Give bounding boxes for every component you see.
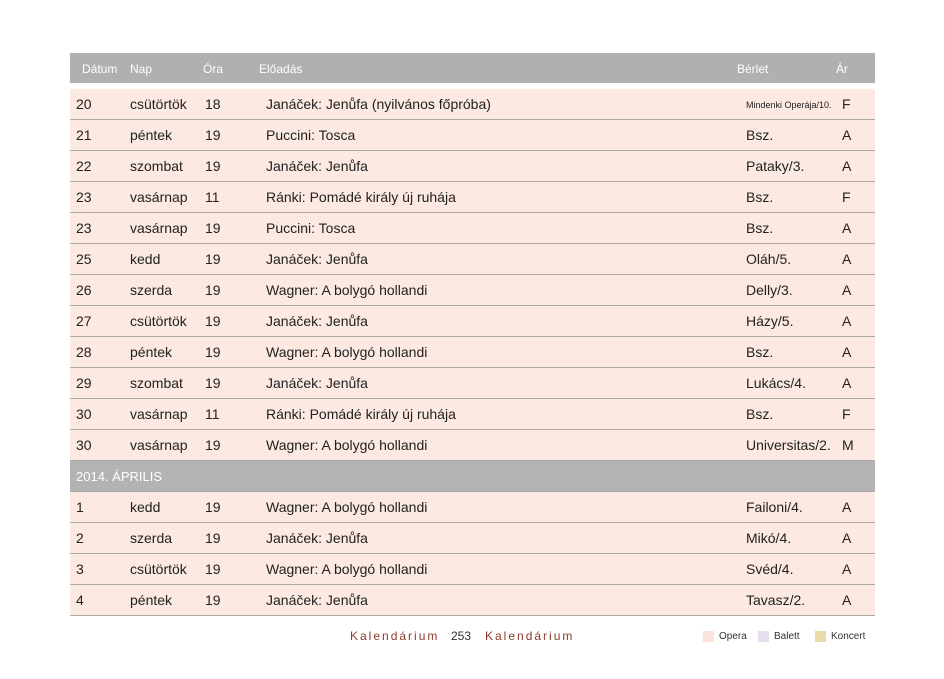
row-date: 1: [76, 499, 84, 515]
row-price: A: [842, 530, 852, 546]
row-day: szerda: [130, 282, 173, 298]
row-show: Wagner: A bolygó hollandi: [266, 282, 428, 298]
row-time: 19: [205, 158, 221, 174]
row-date: 27: [76, 313, 92, 329]
header-show: Előadás: [259, 62, 303, 76]
row-time: 11: [205, 406, 220, 422]
row-subscription: Mikó/4.: [746, 530, 792, 546]
row-show: Puccini: Tosca: [266, 220, 356, 236]
row-show: Ránki: Pomádé király új ruhája: [266, 189, 456, 205]
month-label: 2014. ÁPRILIS: [76, 469, 162, 484]
table-row: [70, 368, 875, 399]
row-day: szombat: [130, 375, 183, 391]
row-time: 11: [205, 189, 220, 205]
table-row: [70, 244, 875, 275]
row-day: csütörtök: [130, 561, 187, 577]
header-price: Ár: [836, 62, 848, 76]
row-date: 25: [76, 251, 92, 267]
legend-balett-swatch: [758, 631, 769, 642]
row-time: 19: [205, 592, 221, 608]
row-price: A: [842, 592, 852, 608]
row-price: A: [842, 561, 852, 577]
row-time: 19: [205, 251, 221, 267]
legend-opera-label: Opera: [719, 631, 747, 642]
row-show: Janáček: Jenůfa: [266, 592, 368, 608]
table-row: [70, 492, 875, 523]
row-subscription: Delly/3.: [746, 282, 793, 298]
table-row: [70, 275, 875, 306]
row-show: Wagner: A bolygó hollandi: [266, 344, 428, 360]
table-row: [70, 430, 875, 461]
row-day: vasárnap: [130, 220, 188, 236]
table-row: [70, 182, 875, 213]
row-price: M: [842, 437, 854, 453]
row-price: A: [842, 158, 852, 174]
row-date: 2: [76, 530, 84, 546]
april-rows: [70, 492, 875, 616]
table-row: [70, 337, 875, 368]
row-date: 28: [76, 344, 92, 360]
row-show: Janáček: Jenůfa: [266, 158, 368, 174]
row-subscription: Bsz.: [746, 344, 774, 360]
row-date: 30: [76, 406, 92, 422]
header-subscription: Bérlet: [737, 62, 769, 76]
table-row: [70, 89, 875, 120]
row-time: 19: [205, 437, 221, 453]
row-subscription: Universitas/2.: [746, 437, 831, 453]
row-price: F: [842, 406, 851, 422]
row-day: péntek: [130, 127, 173, 143]
row-show: Janáček: Jenůfa: [266, 375, 368, 391]
legend-balett-label: Balett: [774, 631, 800, 642]
row-subscription: Bsz.: [746, 189, 774, 205]
row-subscription: Házy/5.: [746, 313, 794, 329]
table-header: [70, 53, 875, 89]
row-price: A: [842, 499, 852, 515]
row-time: 19: [205, 499, 221, 515]
page-number: 253: [451, 629, 472, 643]
row-subscription: Bsz.: [746, 127, 774, 143]
row-date: 30: [76, 437, 92, 453]
legend-balett: [758, 631, 800, 642]
row-time: 19: [205, 282, 221, 298]
row-time: 19: [205, 530, 221, 546]
table-row: [70, 554, 875, 585]
row-subscription: Tavasz/2.: [746, 592, 806, 608]
march-rows: [70, 89, 875, 461]
row-time: 19: [205, 127, 221, 143]
row-date: 21: [76, 127, 92, 143]
page-footer: [0, 628, 944, 648]
row-show: Janáček: Jenůfa (nyilvános főpróba): [266, 96, 491, 112]
row-subscription: Mindenki Operája/10.: [746, 100, 832, 110]
row-date: 3: [76, 561, 84, 577]
row-price: A: [842, 375, 852, 391]
row-price: A: [842, 313, 852, 329]
row-subscription: Bsz.: [746, 220, 774, 236]
row-show: Puccini: Tosca: [266, 127, 356, 143]
row-date: 22: [76, 158, 92, 174]
schedule-table: [70, 53, 875, 616]
row-date: 20: [76, 96, 92, 112]
legend-koncert-label: Koncert: [831, 631, 866, 642]
row-show: Janáček: Jenůfa: [266, 313, 368, 329]
row-date: 4: [76, 592, 84, 608]
row-day: péntek: [130, 592, 173, 608]
row-price: F: [842, 189, 851, 205]
row-day: péntek: [130, 344, 173, 360]
header-time: Óra: [203, 62, 224, 76]
row-price: A: [842, 127, 852, 143]
header-day: Nap: [130, 62, 153, 76]
row-date: 29: [76, 375, 92, 391]
row-time: 19: [205, 313, 221, 329]
table-row: [70, 523, 875, 554]
row-time: 19: [205, 344, 221, 360]
row-date: 26: [76, 282, 92, 298]
footer-left-title: Kalendárium: [350, 629, 440, 643]
row-day: vasárnap: [130, 406, 188, 422]
table-row: [70, 213, 875, 244]
row-time: 19: [205, 375, 221, 391]
row-subscription: Failoni/4.: [746, 499, 803, 515]
row-show: Wagner: A bolygó hollandi: [266, 499, 428, 515]
row-show: Wagner: A bolygó hollandi: [266, 561, 428, 577]
legend-opera-swatch: [703, 631, 714, 642]
row-day: kedd: [130, 499, 161, 515]
footer-right-title: Kalendárium: [485, 629, 575, 643]
month-divider: [70, 461, 875, 492]
row-show: Wagner: A bolygó hollandi: [266, 437, 428, 453]
table-row: [70, 120, 875, 151]
table-row: [70, 306, 875, 337]
row-subscription: Lukács/4.: [746, 375, 806, 391]
row-price: A: [842, 344, 852, 360]
table-row: [70, 151, 875, 182]
legend-opera: [703, 631, 747, 642]
legend-koncert: [815, 631, 865, 642]
row-day: szerda: [130, 530, 173, 546]
row-date: 23: [76, 220, 92, 236]
row-show: Janáček: Jenůfa: [266, 251, 368, 267]
table-row: [70, 585, 875, 616]
row-day: vasárnap: [130, 437, 188, 453]
row-show: Janáček: Jenůfa: [266, 530, 368, 546]
table-row: [70, 399, 875, 430]
row-price: A: [842, 251, 852, 267]
row-day: szombat: [130, 158, 183, 174]
row-date: 23: [76, 189, 92, 205]
legend-koncert-swatch: [815, 631, 826, 642]
row-show: Ránki: Pomádé király új ruhája: [266, 406, 456, 422]
row-time: 19: [205, 561, 221, 577]
row-time: 19: [205, 220, 221, 236]
row-day: csütörtök: [130, 96, 187, 112]
row-day: csütörtök: [130, 313, 187, 329]
row-price: A: [842, 220, 852, 236]
row-day: kedd: [130, 251, 161, 267]
row-subscription: Oláh/5.: [746, 251, 792, 267]
row-subscription: Pataky/3.: [746, 158, 805, 174]
row-subscription: Bsz.: [746, 406, 774, 422]
row-subscription: Svéd/4.: [746, 561, 794, 577]
row-price: F: [842, 96, 851, 112]
row-time: 18: [205, 96, 221, 112]
row-price: A: [842, 282, 852, 298]
header-date: Dátum: [82, 62, 118, 76]
row-day: vasárnap: [130, 189, 188, 205]
